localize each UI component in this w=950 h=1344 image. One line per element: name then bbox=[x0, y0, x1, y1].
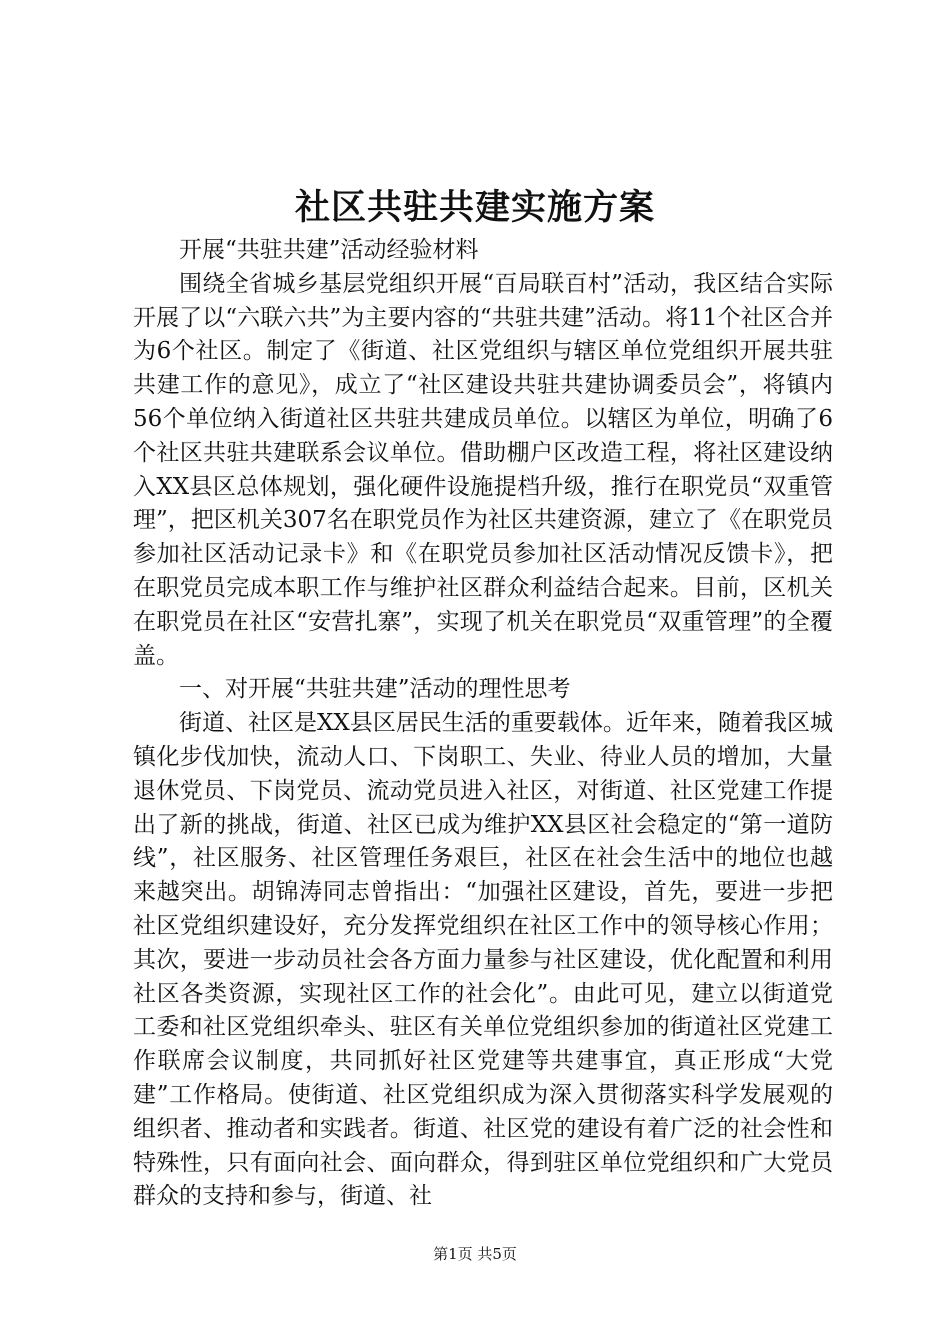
body-paragraph: 街道、社区是XX县区居民生活的重要载体。近年来，随着我区城镇化步伐加快，流动人口、下岗职工、失业、待业人员的增加，大量退休党员、下岗党员、流动党员进入社区，对街道、社区党建工作提出了新的挑战，街道、社区已成为维护XX县区社会稳定的“第一道防线”，社区服务、社区管理任务艰巨，社区在社会生活中的地位也越来越突出。胡锦涛同志曾指出：“加强社区建设，首先，要进一步把社区党组织建设好，充分发挥党组织在社区工作中的领导核心作用；其次，要进一步动员社会各方面力量参与社区建设，优化配置和利用社区各类资源，实现社区工作的社会化”。由此可见，建立以街道党工委和社区党组织牵头、驻区有关单位党组织参加的街道社区党建工作联席会议制度，共同抓好社区党建等共建事宜，真正形成“大党建”工作格局。使街道、社区党组织成为深入贯彻落实科学发展观的组织者、推动者和实践者。街道、社区党的建设有着广泛的社会性和特殊性，只有面向社会、面向群众，得到驻区单位党组织和广大党员群众的支持和参与，街道、社 bbox=[133, 710, 833, 1210]
subtitle-paragraph: 开展“共驻共建”活动经验材料 bbox=[179, 237, 479, 263]
section-heading: 一、对开展“共驻共建”活动的理性思考 bbox=[179, 676, 571, 703]
document-title: 社区共驻共建实施方案 bbox=[294, 187, 655, 228]
document-body bbox=[133, 234, 833, 1214]
page-number: 第1页 共5页 bbox=[433, 1245, 517, 1263]
body-paragraph: 围绕全省城乡基层党组织开展“百局联百村”活动，我区结合实际开展了以“六联六共”为主要内容的“共驻共建”活动。将11个社区合并为6个社区。制定了《街道、社区党组织与辖区单位党组织开展共驻共建工作的意见》，成立了“社区建设共驻共建协调委员会”，将镇内56个单位纳入街道社区共驻共建成员单位。以辖区为单位，明确了6个社区共驻共建联系会议单位。借助棚户区改造工程，将社区建设纳入XX县区总体规划，强化硬件设施提档升级，推行在职党员“双重管理”，把区机关307名在职党员作为社区共建资源，建立了《在职党员参加社区活动记录卡》和《在职党员参加社区活动情况反馈卡》，把在职党员完成本职工作与维护社区群众利益结合起来。目前，区机关在职党员在社区“安营扎寨”，实现了机关在职党员“双重管理”的全覆盖。 bbox=[133, 270, 833, 669]
